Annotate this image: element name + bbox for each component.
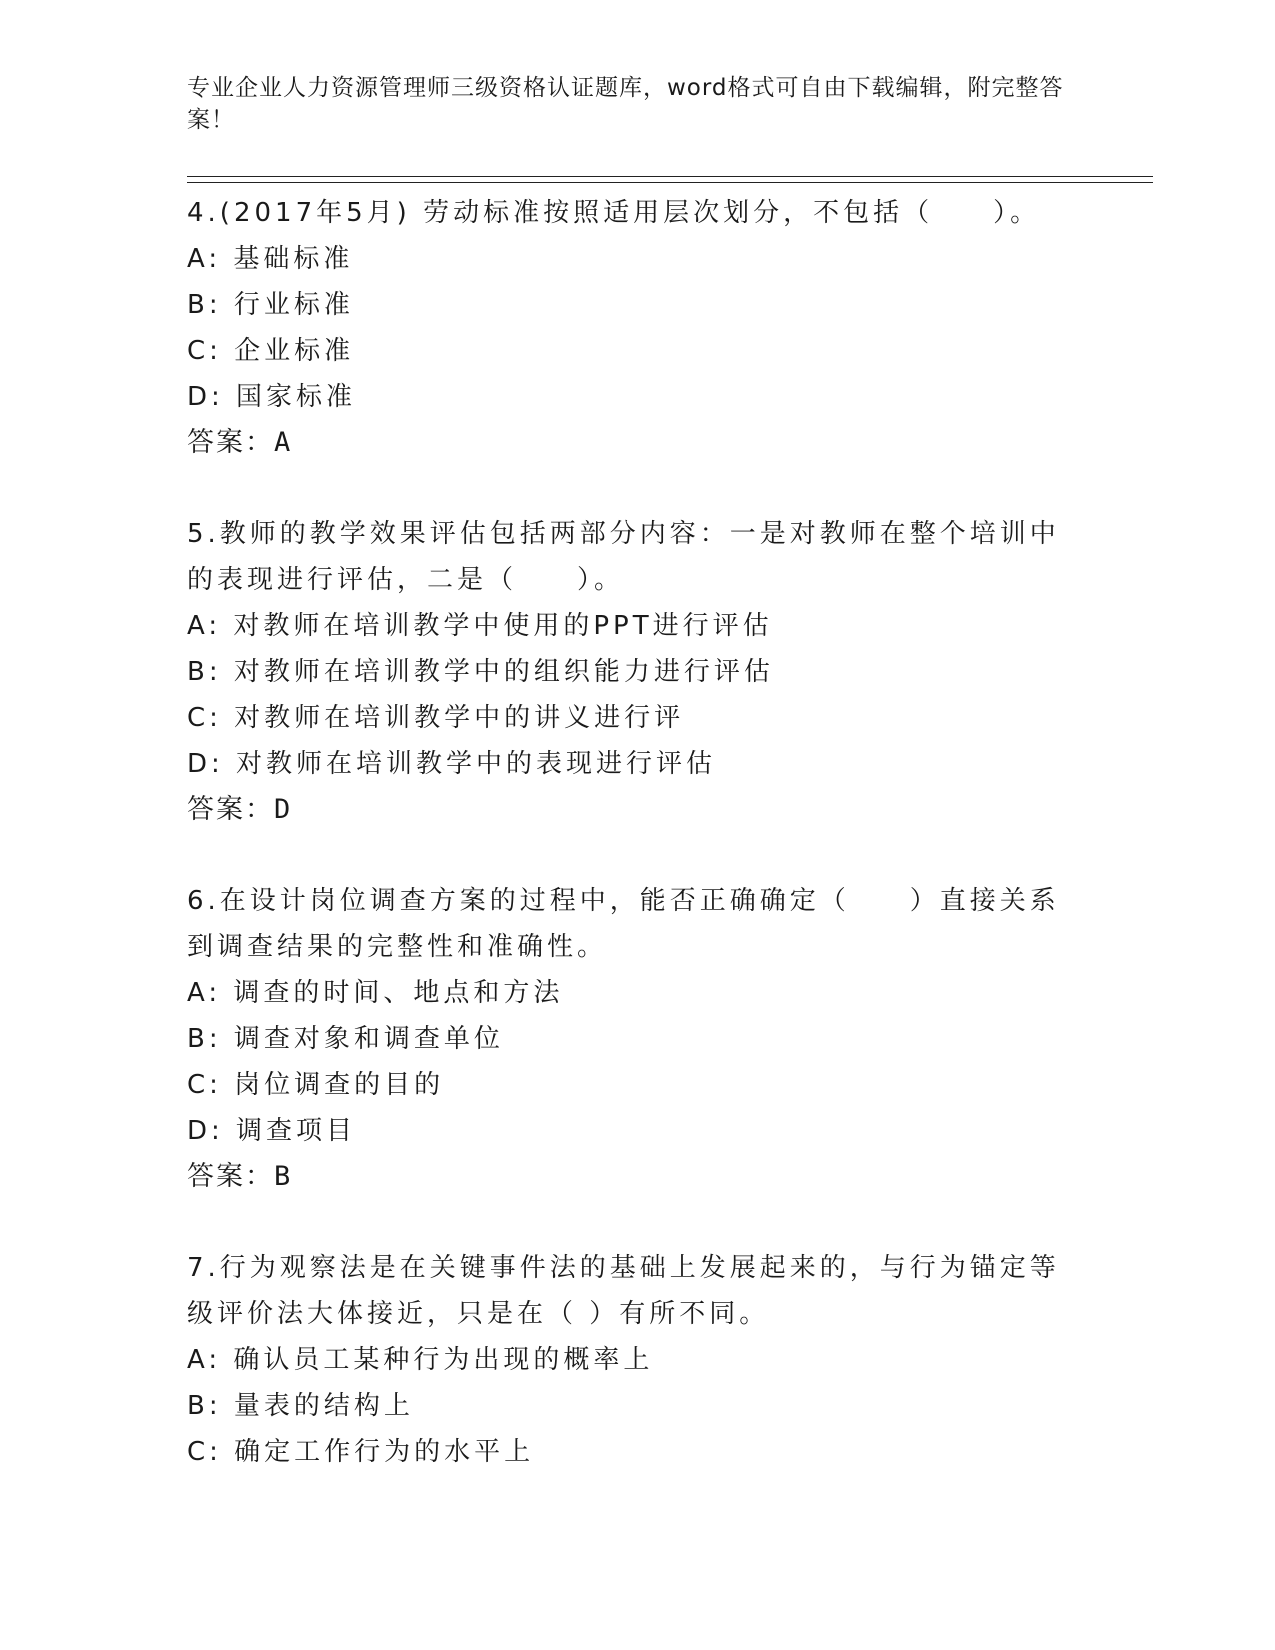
header-divider-top — [187, 176, 1153, 177]
header-divider-bottom — [187, 182, 1153, 183]
answer-label: 答案： — [187, 794, 274, 825]
option-c: C: 确定工作行为的水平上 — [187, 1437, 535, 1467]
option-a: A: 基础标准 — [187, 244, 354, 274]
option-d: D: 国家标准 — [187, 382, 357, 412]
option-b: B: 调查对象和调查单位 — [187, 1024, 504, 1054]
answer-line — [187, 420, 1067, 466]
question-stem: 6.在设计岗位调查方案的过程中，能否正确确定（ ）直接关系到调查结果的完整性和准确性。 — [187, 886, 1060, 962]
question-stem: 7.行为观察法是在关键事件法的基础上发展起来的，与行为锚定等级评价法大体接近，只是在（ ）有所不同。 — [187, 1253, 1060, 1329]
answer-key: A — [274, 427, 293, 458]
question-list — [187, 190, 1067, 1520]
document-header: 专业企业人力资源管理师三级资格认证题库，word格式可自由下载编辑，附完整答案！ — [187, 75, 1064, 133]
option-c: C: 岗位调查的目的 — [187, 1070, 445, 1100]
answer-line — [187, 1154, 1067, 1200]
option-d: D: 调查项目 — [187, 1116, 357, 1146]
option-b: B: 对教师在培训教学中的组织能力进行评估 — [187, 657, 774, 687]
option-b: B: 量表的结构上 — [187, 1391, 414, 1421]
question-7 — [187, 1245, 1067, 1475]
option-b: B: 行业标准 — [187, 290, 354, 320]
option-a: A: 调查的时间、地点和方法 — [187, 978, 564, 1008]
answer-line — [187, 787, 1067, 833]
answer-label: 答案： — [187, 427, 274, 458]
answer-label: 答案： — [187, 1161, 274, 1192]
option-a: A: 对教师在培训教学中使用的PPT进行评估 — [187, 611, 773, 641]
answer-key: D — [274, 794, 293, 825]
answer-key: B — [274, 1161, 293, 1192]
question-4 — [187, 190, 1067, 466]
option-a: A: 确认员工某种行为出现的概率上 — [187, 1345, 654, 1375]
question-5 — [187, 511, 1067, 833]
option-c: C: 企业标准 — [187, 336, 355, 366]
option-d: D: 对教师在培训教学中的表现进行评估 — [187, 749, 717, 779]
question-6 — [187, 878, 1067, 1200]
option-c: C: 对教师在培训教学中的讲义进行评 — [187, 703, 685, 733]
question-stem: 4.(2017年5月) 劳动标准按照适用层次划分，不包括（ ）。 — [187, 198, 1041, 228]
question-stem: 5.教师的教学效果评估包括两部分内容：一是对教师在整个培训中的表现进行评估，二是（ ）。 — [187, 519, 1060, 595]
